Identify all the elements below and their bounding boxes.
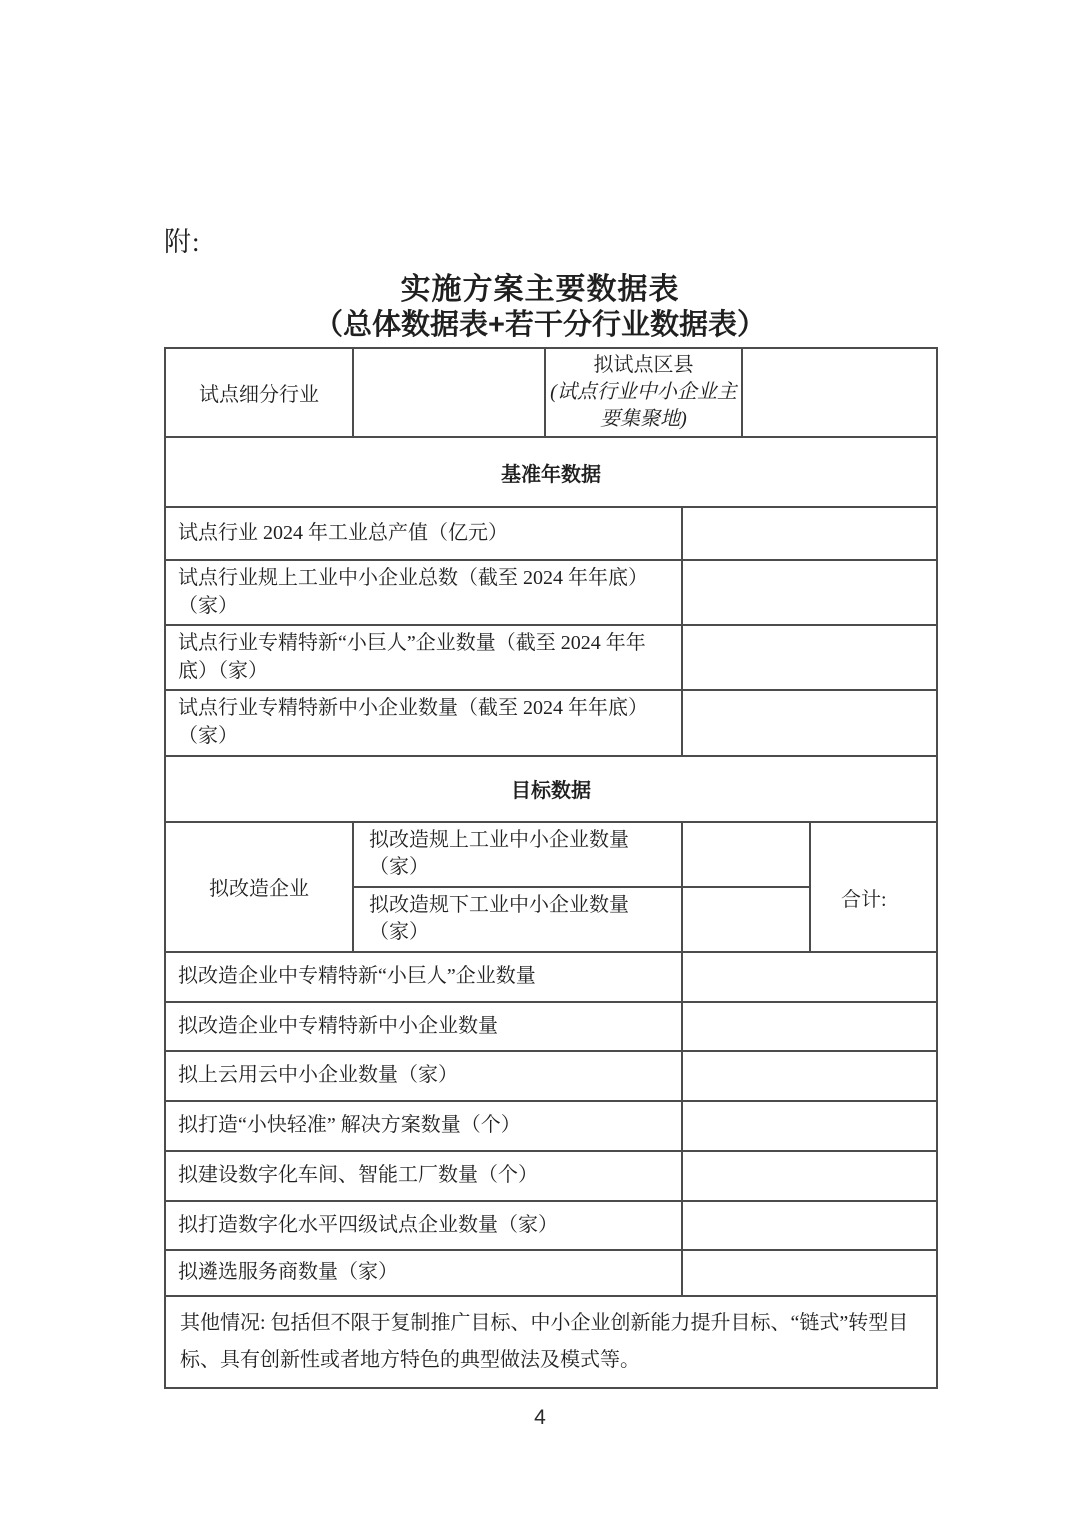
main-data-table xyxy=(164,347,938,1389)
other-situations-note: 其他情况: 包括但不限于复制推广目标、中小企业创新能力提升目标、“链式”转型目标、具有创新性或者地方特色的典型做法及模式等。 xyxy=(165,1296,937,1388)
pilot-subsector-label-cell: 试点细分行业 xyxy=(165,348,353,437)
row-little-giant-label: 试点行业专精特新“小巨人”企业数量（截至 2024 年年底）（家） xyxy=(165,625,682,690)
row-reform-srdi-value xyxy=(682,1002,937,1051)
table-row xyxy=(165,1101,937,1151)
row-industrial-output-value xyxy=(682,507,937,560)
pilot-district-value-cell xyxy=(742,348,937,437)
pilot-district-note: (试点行业中小企业主要集聚地) xyxy=(550,381,737,430)
reform-above-scale-label: 拟改造规上工业中小企业数量（家） xyxy=(353,822,682,887)
row-reform-little-giant-value xyxy=(682,952,937,1002)
table-row-pilot-subsector xyxy=(165,348,937,437)
row-solutions-label: 拟打造“小快轻准” 解决方案数量（个） xyxy=(165,1101,682,1151)
table-row xyxy=(165,560,937,625)
document-title: 实施方案主要数据表 xyxy=(400,273,680,306)
table-row xyxy=(165,690,937,755)
row-little-giant-value xyxy=(682,625,937,690)
target-section-title: 目标数据 xyxy=(165,756,937,822)
row-solutions-value xyxy=(682,1101,937,1151)
table-row xyxy=(165,625,937,690)
table-row xyxy=(165,1201,937,1250)
reform-group-label-cell: 拟改造企业 xyxy=(165,822,353,952)
row-reform-little-giant-label: 拟改造企业中专精特新“小巨人”企业数量 xyxy=(165,952,682,1002)
row-reform-srdi-label: 拟改造企业中专精特新中小企业数量 xyxy=(165,1002,682,1051)
row-srdi-sme-value xyxy=(682,690,937,755)
table-row-reform-above xyxy=(165,822,937,887)
reform-total-cell: 合计: xyxy=(810,822,937,952)
row-level4-pilot-label: 拟打造数字化水平四级试点企业数量（家） xyxy=(165,1201,682,1250)
reform-above-scale-value xyxy=(682,822,810,887)
table-row-target-header xyxy=(165,756,937,822)
row-cloud-sme-label: 拟上云用云中小企业数量（家） xyxy=(165,1051,682,1101)
row-sme-total-label: 试点行业规上工业中小企业总数（截至 2024 年年底）（家） xyxy=(165,560,682,625)
row-digital-workshop-value xyxy=(682,1151,937,1201)
page-number: 4 xyxy=(534,1406,546,1429)
row-digital-workshop-label: 拟建设数字化车间、智能工厂数量（个） xyxy=(165,1151,682,1201)
table-row-baseline-header xyxy=(165,437,937,507)
row-cloud-sme-value xyxy=(682,1051,937,1101)
table-row xyxy=(165,1250,937,1296)
reform-below-scale-value xyxy=(682,887,810,952)
pilot-district-title: 拟试点区县 xyxy=(593,354,694,376)
table-row xyxy=(165,507,937,560)
row-service-provider-label: 拟遴选服务商数量（家） xyxy=(165,1250,682,1296)
row-service-provider-value xyxy=(682,1250,937,1296)
pilot-subsector-value-cell xyxy=(353,348,545,437)
table-row xyxy=(165,952,937,1002)
document-subtitle: （总体数据表+若干分行业数据表） xyxy=(314,309,766,341)
table-row xyxy=(165,1002,937,1051)
table-row xyxy=(165,1151,937,1201)
reform-below-scale-label: 拟改造规下工业中小企业数量（家） xyxy=(353,887,682,952)
table-row-other-note xyxy=(165,1296,937,1388)
row-srdi-sme-label: 试点行业专精特新中小企业数量（截至 2024 年年底）（家） xyxy=(165,690,682,755)
row-industrial-output-label: 试点行业 2024 年工业总产值（亿元） xyxy=(165,507,682,560)
baseline-section-title: 基准年数据 xyxy=(165,437,937,507)
attachment-label: 附: xyxy=(164,227,201,257)
row-sme-total-value xyxy=(682,560,937,625)
pilot-district-label-cell xyxy=(545,348,742,437)
row-level4-pilot-value xyxy=(682,1201,937,1250)
table-row xyxy=(165,1051,937,1101)
